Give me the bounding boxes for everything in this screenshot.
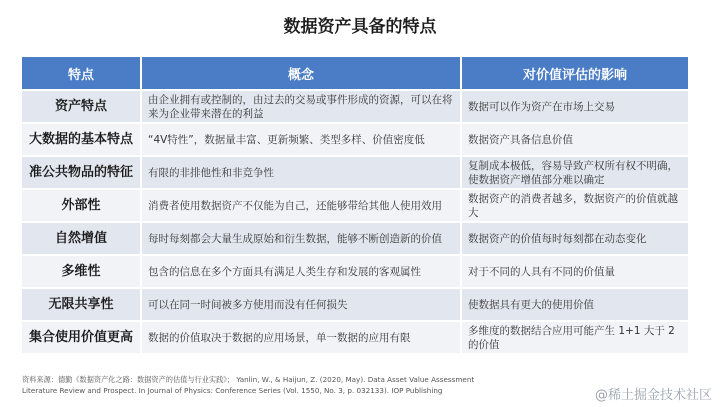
table-row [22, 124, 688, 155]
impact-cell: 数据资产的价值每时每刻都在动态变化 [462, 223, 688, 254]
feature-cell: 集合使用价值更高 [22, 322, 142, 353]
feature-cell: 准公共物品的特征 [22, 157, 142, 188]
table-row [22, 322, 688, 353]
impact-cell: 使数据具有更大的使用价值 [462, 289, 688, 320]
impact-cell: 多维度的数据结合应用可能产生 1+1 大于 2 的价值 [462, 322, 688, 353]
watermark: @稀土掘金技术社区 [594, 388, 712, 403]
header-concept: 概念 [142, 57, 462, 89]
table-header-row [22, 57, 688, 89]
concept-cell: 每时每刻都会大量生成原始和衍生数据，能够不断创造新的价值 [142, 223, 462, 254]
concept-cell: “4V特性”，数据量丰富、更新频繁、类型多样、价值密度低 [142, 124, 462, 155]
concept-cell: 可以在同一时间被多方使用而没有任何损失 [142, 289, 462, 320]
feature-cell: 多维性 [22, 256, 142, 287]
feature-cell: 资产特点 [22, 91, 142, 122]
concept-cell: 有限的非排他性和非竞争性 [142, 157, 462, 188]
header-impact: 对价值评估的影响 [462, 57, 688, 89]
feature-cell: 外部性 [22, 190, 142, 221]
features-table [22, 55, 688, 355]
page-title: 数据资产具备的特点 [283, 17, 437, 37]
table-row [22, 157, 688, 188]
impact-cell: 数据资产的消费者越多，数据资产的价值就越大 [462, 190, 688, 221]
impact-cell: 数据可以作为资产在市场上交易 [462, 91, 688, 122]
table-row [22, 190, 688, 221]
header-feature: 特点 [22, 57, 142, 89]
source-line-1: 资料来源：德勤《数据资产化之路：数据资产的估值与行业实践》； Yanlin, W., & Haijun, Z. (2020, May). Data Asset Value Assessment [22, 375, 475, 384]
table-row [22, 223, 688, 254]
impact-cell: 复制成本极低，容易导致产权所有权不明确，使数据资产增值部分难以确定 [462, 157, 688, 188]
concept-cell: 数据的价值取决于数据的应用场景，单一数据的应用有限 [142, 322, 462, 353]
table-row [22, 256, 688, 287]
source-line-2: Literature Review and Prospect. In Journal of Physics: Conference Series (Vol. 1550, No. 3, p. 032133). IOP Publishing [22, 386, 443, 395]
table-row [22, 91, 688, 122]
table-row [22, 289, 688, 320]
feature-cell: 自然增值 [22, 223, 142, 254]
concept-cell: 消费者使用数据资产不仅能为自己，还能够带给其他人使用效用 [142, 190, 462, 221]
impact-cell: 对于不同的人具有不同的价值量 [462, 256, 688, 287]
impact-cell: 数据资产具备信息价值 [462, 124, 688, 155]
concept-cell: 包含的信息在多个方面具有满足人类生存和发展的客观属性 [142, 256, 462, 287]
feature-cell: 大数据的基本特点 [22, 124, 142, 155]
source-note [22, 374, 502, 396]
feature-cell: 无限共享性 [22, 289, 142, 320]
concept-cell: 由企业拥有或控制的，由过去的交易或事件形成的资源，可以在将来为企业带来潜在的利益 [142, 91, 462, 122]
